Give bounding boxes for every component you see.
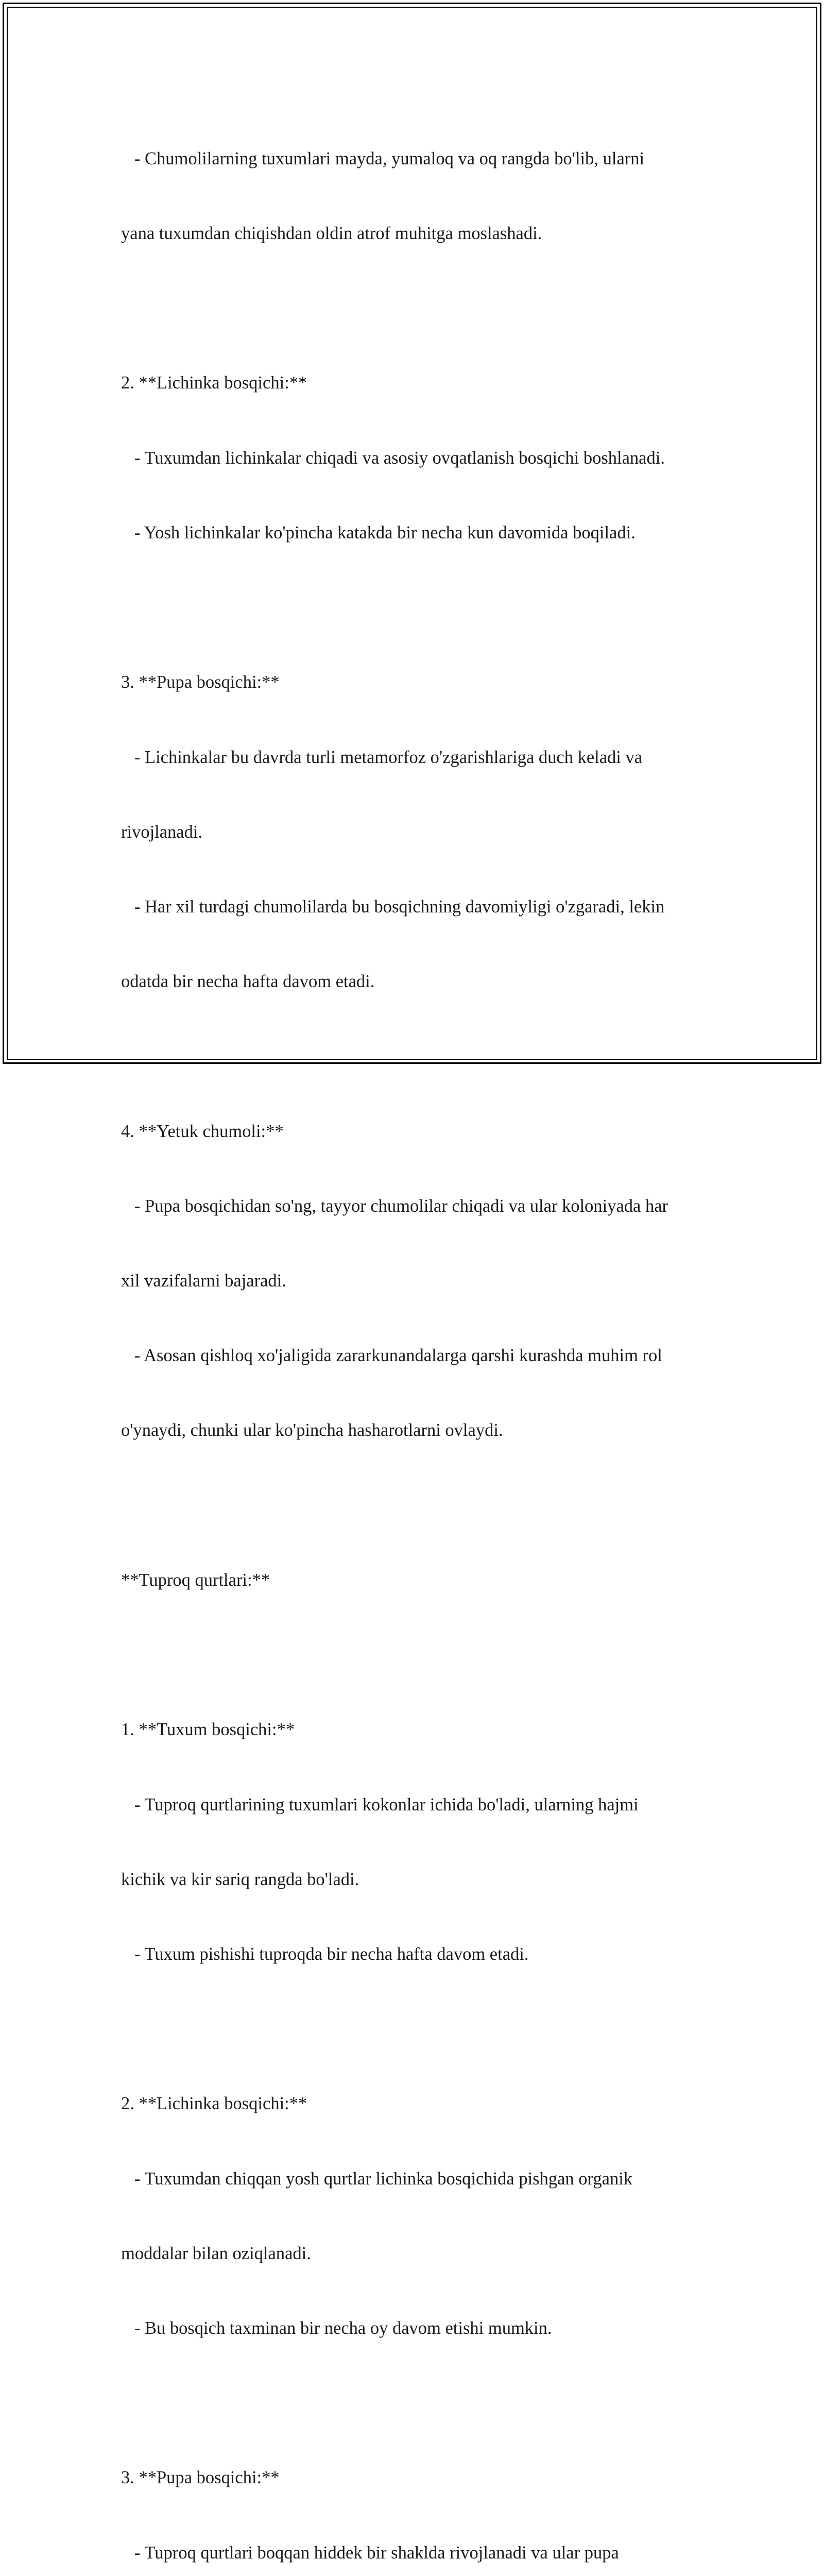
section-heading: 3. **Pupa bosqichi:** (121, 2468, 280, 2488)
document-body (121, 96, 713, 2576)
text-line: - Lichinkalar bu davrda turli metamorfoz o'zgarishlariga duch keladi va (121, 747, 643, 767)
section-heading: 1. **Tuxum bosqichi:** (121, 1720, 295, 1740)
text-line: kichik va kir sariq rangda bo'ladi. (121, 1869, 359, 1889)
text-line: moddalar bilan oziqlanadi. (121, 2243, 311, 2263)
section-heading: 3. **Pupa bosqichi:** (121, 672, 280, 692)
text-line: - Tuxumdan lichinkalar chiqadi va asosiy ovqatlanish bosqichi boshlanadi. (121, 448, 665, 468)
text-line: - Chumolilarning tuxumlari mayda, yumaloq va oq rangda bo'lib, ularni (121, 148, 645, 168)
blank-line (121, 1493, 713, 1518)
text-line: xil vazifalarni bajaradi. (121, 1271, 286, 1291)
blank-line (121, 2391, 713, 2415)
blank-line (121, 2016, 713, 2041)
text-line: yana tuxumdan chiqishdan oldin atrof muhitga moslashadi. (121, 224, 542, 244)
blank-line (121, 296, 713, 320)
section-title: **Tuproq qurtlari:** (121, 1570, 270, 1590)
text-line: o'ynaydi, chunki ular ko'pincha hasharotlarni ovlaydi. (121, 1420, 503, 1440)
text-line: - Tuproq qurtlarining tuxumlari kokonlar ichida bo'ladi, ularning hajmi (121, 1794, 639, 1815)
text-line: - Har xil turdagi chumolilarda bu bosqichning davomiyligi o'zgaradi, lekin (121, 896, 665, 917)
blank-line (121, 1642, 713, 1667)
text-line: - Bu bosqich taxminan bir necha oy davom etishi mumkin. (121, 2318, 552, 2338)
text-line: - Tuxum pishishi tuproqda bir necha hafta davom etadi. (121, 1944, 529, 1964)
section-heading: 2. **Lichinka bosqichi:** (121, 373, 307, 393)
blank-line (121, 595, 713, 620)
text-line: - Asosan qishloq xo'jaligida zararkunandalarga qarshi kurashda muhim rol (121, 1346, 662, 1366)
text-line: - Yosh lichinkalar ko'pincha katakda bir necha kun davomida boqiladi. (121, 522, 636, 543)
section-heading: 4. **Yetuk chumoli:** (121, 1121, 284, 1141)
blank-line (121, 1044, 713, 1069)
text-line: - Pupa bosqichidan so'ng, tayyor chumolilar chiqadi va ular koloniyada har (121, 1196, 668, 1216)
text-line: odatda bir necha hafta davom etadi. (121, 972, 375, 992)
text-line: - Tuxumdan chiqqan yosh qurtlar lichinka bosqichida pishgan organik (121, 2168, 633, 2189)
text-line: rivojlanadi. (121, 822, 203, 842)
section-heading: 2. **Lichinka bosqichi:** (121, 2094, 307, 2114)
text-line: - Tuproq qurtlari boqqan hiddek bir shaklda rivojlanadi va ular pupa (121, 2543, 619, 2563)
